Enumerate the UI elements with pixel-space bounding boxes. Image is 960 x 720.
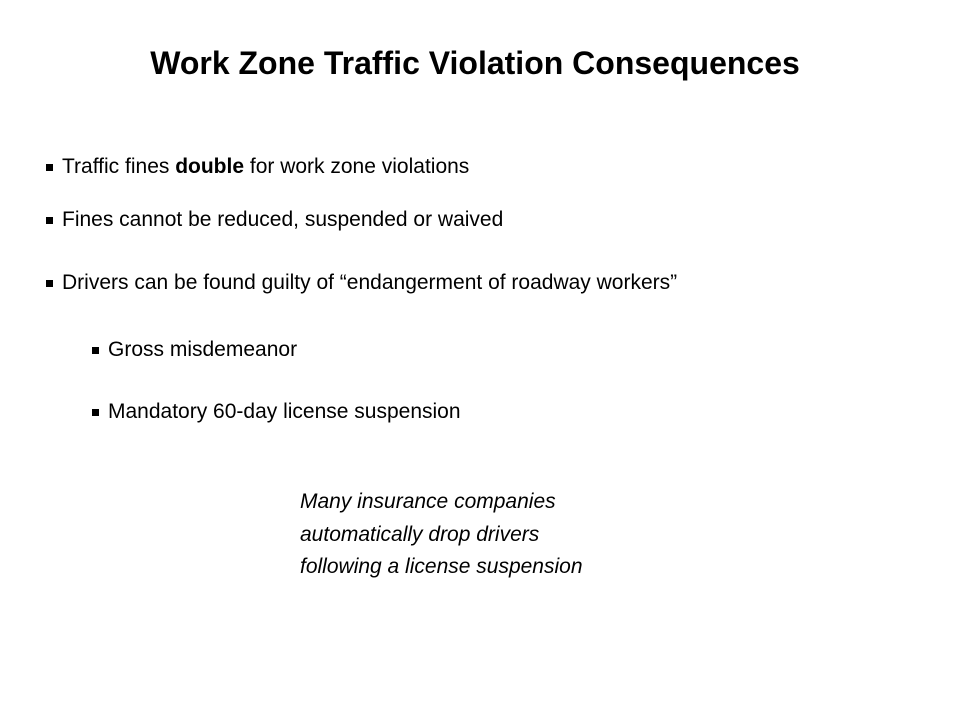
bullet-endangerment <box>46 270 677 296</box>
square-bullet-icon <box>46 217 53 224</box>
note-line: Many insurance companies <box>300 490 556 513</box>
square-bullet-icon <box>92 347 99 354</box>
bullet-text <box>62 154 469 180</box>
bullet-text-emphasis: double <box>175 155 245 178</box>
note-line: automatically drop drivers <box>300 522 540 546</box>
sub-bullet-license-suspension <box>92 399 461 425</box>
bullet-text: Drivers can be found guilty of “endangerment of roadway workers” <box>62 271 678 294</box>
insurance-note <box>300 486 583 584</box>
sub-bullet-text: Gross misdemeanor <box>108 338 298 361</box>
square-bullet-icon <box>46 280 53 287</box>
bullet-text: Fines cannot be reduced, suspended or waived <box>62 208 504 231</box>
slide-title: Work Zone Traffic Violation Consequences <box>150 45 800 81</box>
bullet-fines-double <box>46 154 469 180</box>
sub-bullet-gross-misdemeanor <box>92 337 297 363</box>
sub-bullet-text: Mandatory 60-day license suspension <box>108 400 461 423</box>
bullet-text-after: for work zone violations <box>244 155 470 178</box>
square-bullet-icon <box>46 164 53 171</box>
bullet-fines-not-reduced <box>46 207 503 233</box>
note-line: following a license suspension <box>300 555 583 578</box>
bullet-text-before: Traffic fines <box>62 155 176 178</box>
square-bullet-icon <box>92 409 99 416</box>
